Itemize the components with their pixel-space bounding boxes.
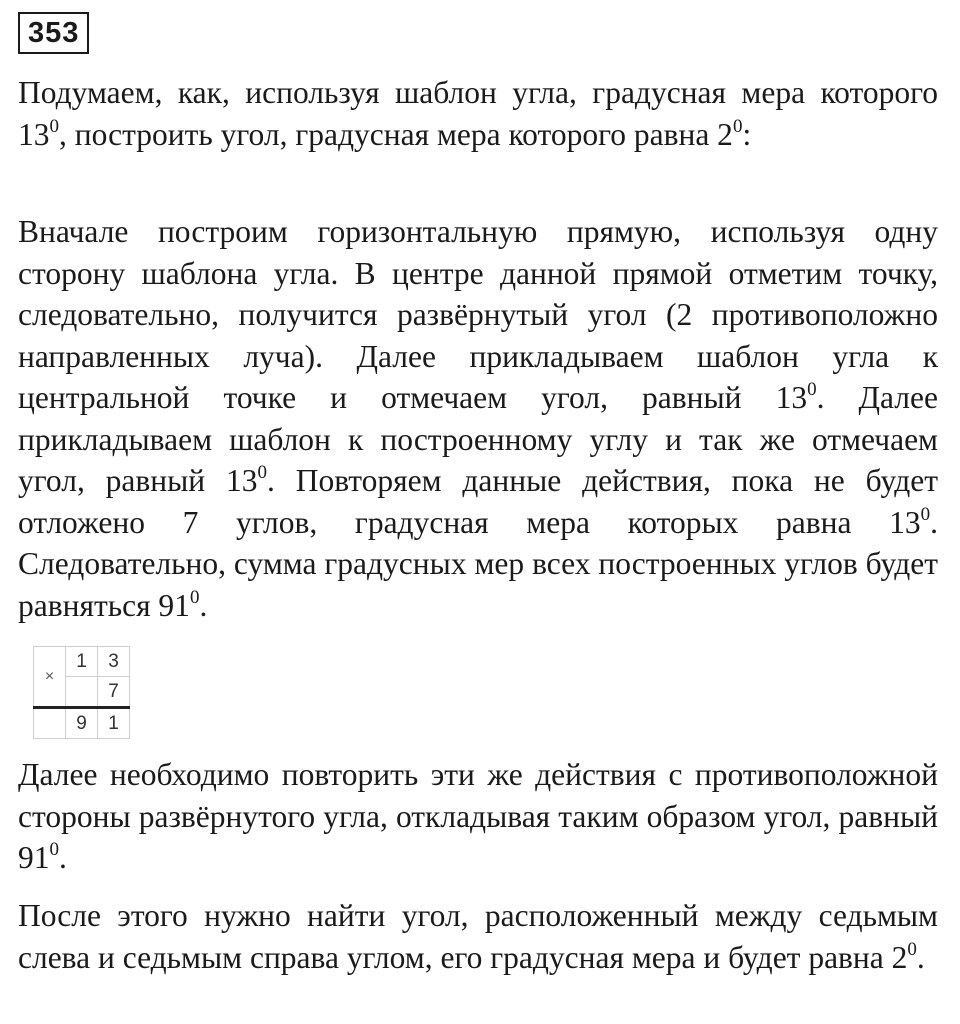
calc-row-1 <box>34 647 130 677</box>
p4-text-b: . <box>916 939 925 975</box>
p2-degree-a: 0 <box>807 379 817 400</box>
calc-cell: 9 <box>66 708 98 739</box>
paragraph-conclusion <box>18 895 938 978</box>
calc-cell: 3 <box>98 647 130 677</box>
paragraph-intro <box>18 72 938 155</box>
p2-text-a: Вначале построим горизонтальную прямую, используя одну сторону шаблона угла. В центре данной прямой отметим точку, следовательно, получится развёрнутый угол (2 противоположно направленных луча). Далее прикладываем шаблон угла к центральной точке и отмечаем угол, равный 13 <box>18 214 938 415</box>
p2-text-d: . Следовательно, сумма градусных мер всех построенных углов будет равняться 91 <box>18 504 938 623</box>
p2-degree-c: 0 <box>920 503 931 525</box>
p2-text-c: . Повторяем данные действия, пока не будет отложено 7 углов, градусная мера которых равна 13 <box>18 463 938 540</box>
multiplication-column <box>33 646 130 739</box>
calc-cell: 1 <box>66 647 98 677</box>
p2-degree-d: 0 <box>189 586 200 608</box>
task-number-box <box>18 12 89 54</box>
calc-cell <box>66 677 98 708</box>
p4-text-a: После этого нужно найти угол, расположенный между седьмым слева и седьмым справа углом, его градусная мера и будет равна 2 <box>18 898 938 975</box>
p2-degree-b: 0 <box>257 462 267 483</box>
calc-cell: 1 <box>98 708 130 739</box>
p3-text-a: Далее необходимо повторить эти же действия с противоположной стороны развёрнутого угла, откладывая таким образом угол, равный 91 <box>18 757 938 875</box>
p1-degree-b: 0 <box>732 115 743 137</box>
p1-degree-a: 0 <box>49 115 59 137</box>
p3-text-b: . <box>59 840 67 875</box>
p2-text-b: . Далее прикладываем шаблон к построенному углу и так же отмечаем угол, равный 13 <box>18 380 938 498</box>
multiply-sign: × <box>34 647 66 708</box>
p1-text-c: : <box>742 116 752 152</box>
paragraph-repeat <box>18 754 938 879</box>
calc-cell: 7 <box>98 677 130 708</box>
calc-result-row <box>34 708 130 739</box>
paragraph-construction <box>18 211 938 626</box>
p2-text-e: . <box>199 587 208 623</box>
p4-degree-a: 0 <box>907 938 917 960</box>
p1-text-a: Подумаем, как, используя шаблон угла, градусная мера которого 13 <box>18 75 938 152</box>
task-number: 353 <box>28 17 80 49</box>
p1-text-b: , построить угол, градусная мера которого равна 2 <box>59 116 733 152</box>
p3-degree-a: 0 <box>49 839 59 860</box>
calc-cell <box>34 708 66 739</box>
